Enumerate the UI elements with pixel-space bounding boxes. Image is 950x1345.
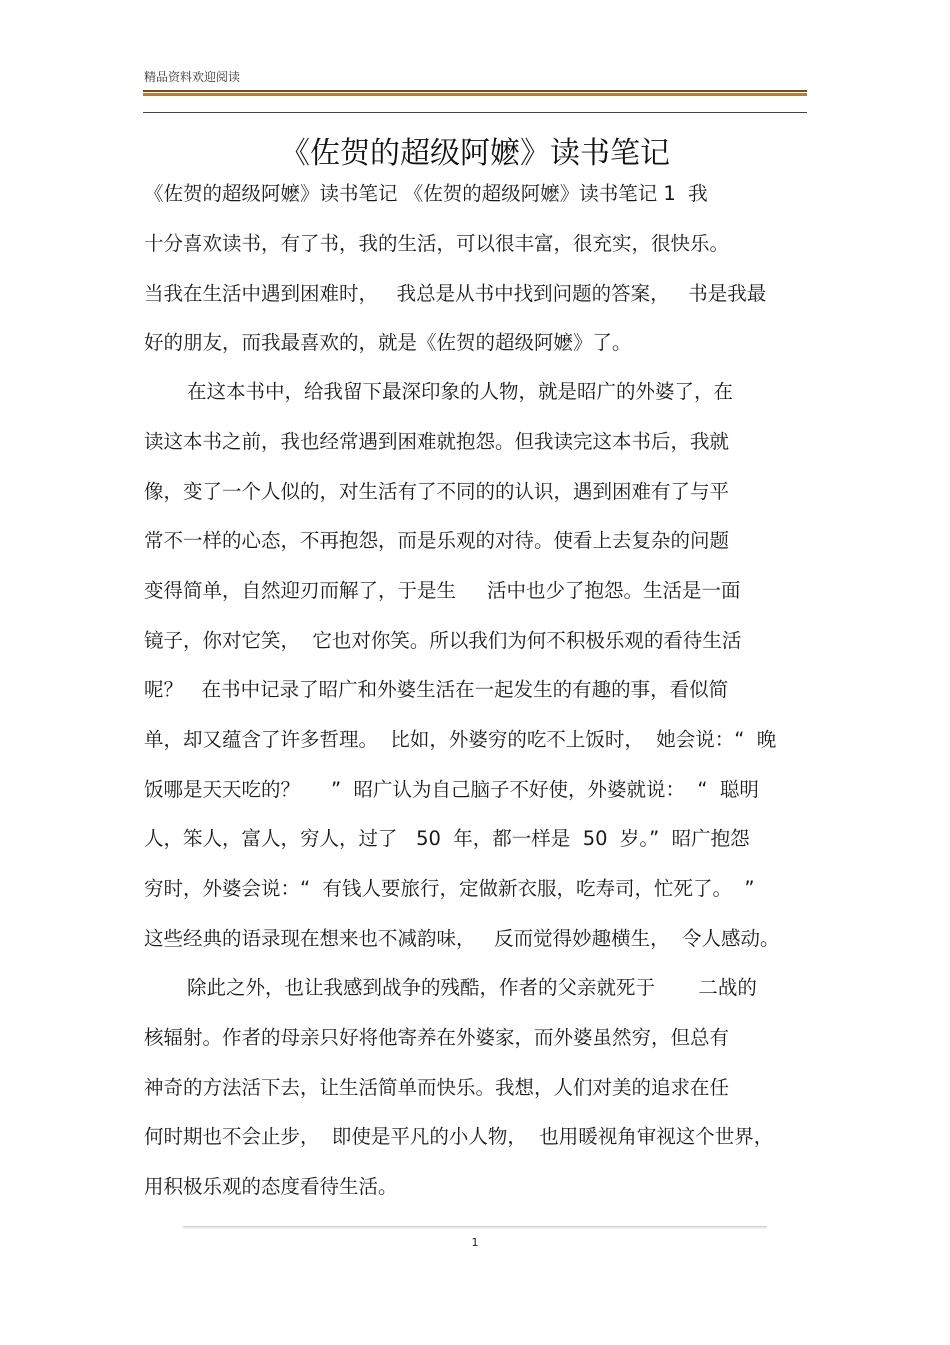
body-line: 当我在生活中遇到困难时， 我总是从书中找到问题的答案， 书是我最 — [144, 282, 767, 305]
document-title: 《佐贺的超级阿嬷》读书笔记 — [280, 136, 670, 171]
body-line: 这些经典的语录现在想来也不减韵味， 反而觉得妙趣横生， 令人感动。 — [144, 927, 780, 950]
body-line: 用积极乐观的态度看待生活。 — [144, 1175, 398, 1198]
body-line: 饭哪是天天吃的？ ” 昭广认为自己脑子不好使，外婆就说： “ 聪明 — [144, 778, 759, 801]
body-line: 穷时，外婆会说：“ 有钱人要旅行，定做新衣服，吃寿司，忙死了。 ” — [144, 877, 755, 900]
body-line: 人，笨人，富人，穷人，过了 50 年，都一样是 50 岁。” 昭广抱怨 — [144, 827, 750, 850]
body-line: 像，变了一个人似的，对生活有了不同的的认识，遇到困难有了与平 — [144, 480, 730, 503]
body-line: 镜子，你对它笑， 它也对你笑。所以我们为何不积极乐观的看待生活 — [144, 629, 742, 652]
header-rule-thick — [143, 90, 807, 96]
body-line: 十分喜欢读书，有了书，我的生活，可以很丰富，很充实，很快乐。 — [144, 232, 730, 255]
body-line: 在这本书中，给我留下最深印象的人物，就是昭广的外婆了，在 — [187, 380, 734, 403]
body-line: 神奇的方法活下去，让生活简单而快乐。我想，人们对美的追求在任 — [144, 1076, 730, 1099]
body-line: 核辐射。作者的母亲只好将他寄养在外婆家，而外婆虽然穷，但总有 — [144, 1026, 730, 1049]
header-rule-thin — [143, 112, 807, 113]
header-text: 精品资料欢迎阅读 — [144, 70, 241, 84]
footer-rule — [183, 1226, 767, 1229]
body-line: 单，却又蕴含了许多哲理。 比如，外婆穷的吃不上饭时， 她会说：“ 晚 — [144, 728, 777, 751]
body-line: 除此之外，也让我感到战争的残酷，作者的父亲就死于 二战的 — [187, 976, 757, 999]
body-line: 《佐贺的超级阿嬷》读书笔记 《佐贺的超级阿嬷》读书笔记 1 我 — [144, 182, 708, 205]
body-line: 常不一样的心态，不再抱怨，而是乐观的对待。使看上去复杂的问题 — [144, 529, 730, 552]
body-line: 好的朋友，而我最喜欢的，就是《佐贺的超级阿嬷》了。 — [144, 331, 632, 354]
body-line: 变得简单，自然迎刃而解了，于是生 活中也少了抱怨。生活是一面 — [144, 579, 741, 602]
body-line: 读这本书之前，我也经常遇到困难就抱怨。但我读完这本书后，我就 — [144, 430, 730, 453]
body-line: 呢？ 在书中记录了昭广和外婆生活在一起发生的有趣的事，看似简 — [144, 678, 729, 701]
body-line: 何时期也不会止步， 即使是平凡的小人物， 也用暖视角审视这个世界， — [144, 1125, 774, 1148]
page-number: 1 — [471, 1236, 479, 1249]
